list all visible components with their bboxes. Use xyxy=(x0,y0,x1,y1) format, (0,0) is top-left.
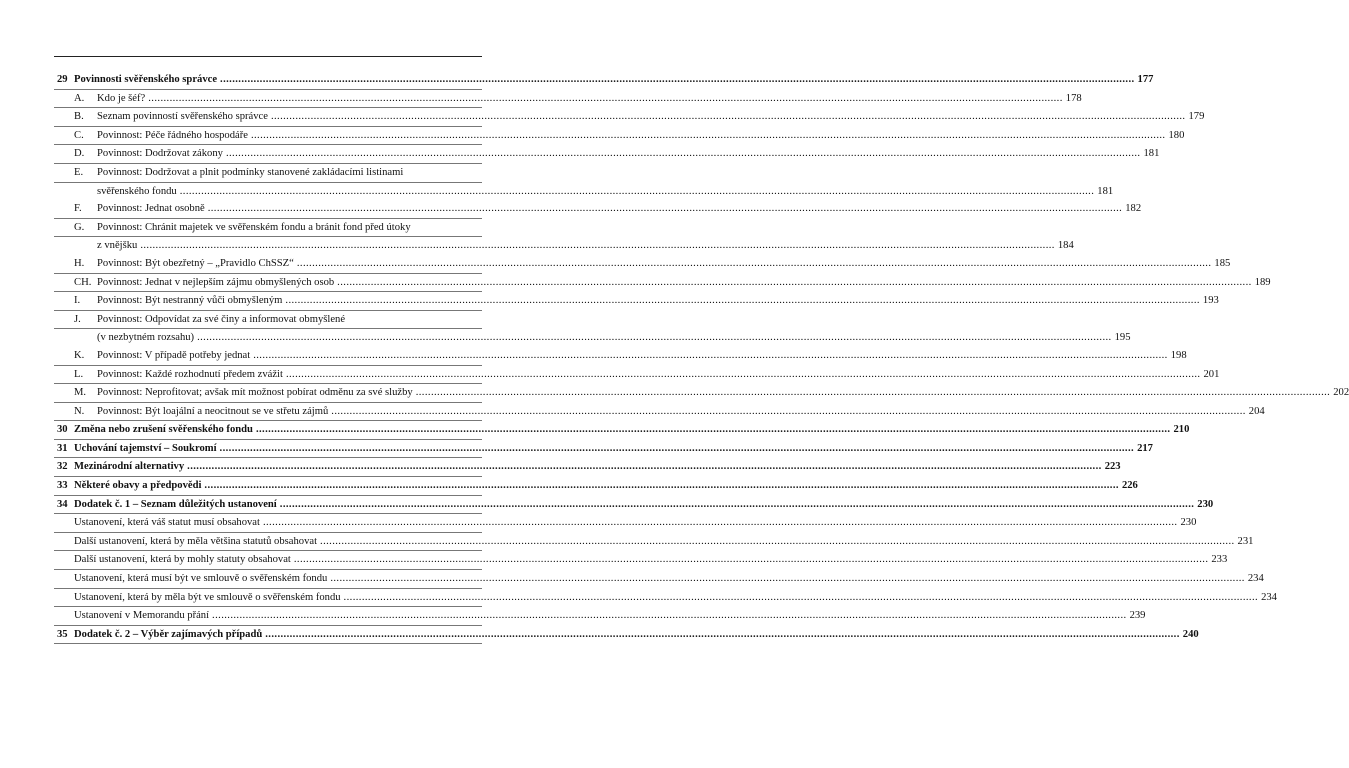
dot-leader: ............................................................................................................................................................................................................................................................................................................ xyxy=(225,148,1141,160)
section-letter: M. xyxy=(74,387,87,399)
entry-line xyxy=(97,200,1142,218)
entry-title: Ustanovení v Memorandu přání xyxy=(74,610,210,622)
entry-line xyxy=(74,440,1153,458)
page-number: 230 xyxy=(1197,498,1214,510)
entry-line xyxy=(74,626,1199,644)
dot-leader: ............................................................................................................................................................................................................................................................................................................ xyxy=(320,535,1235,547)
entry-line xyxy=(74,421,1190,439)
toc-entry-17[interactable] xyxy=(54,384,1349,403)
entry-line xyxy=(97,366,1220,384)
dot-leader: ............................................................................................................................................................................................................................................................................................................ xyxy=(204,480,1119,492)
section-letter: K. xyxy=(74,349,85,361)
entry-line xyxy=(74,71,1154,89)
toc-entry-15[interactable] xyxy=(54,347,1187,366)
chapter-number: 34 xyxy=(57,498,68,510)
entry-title: Kdo je šéf? xyxy=(97,92,146,104)
entry-title: Dodatek č. 1 – Seznam důležitých ustanovení xyxy=(74,498,277,510)
entry-line xyxy=(74,551,1228,569)
dot-leader: ............................................................................................................................................................................................................................................................................................................ xyxy=(140,240,1055,252)
page-number: 181 xyxy=(1097,185,1114,197)
entry-line xyxy=(97,274,1271,292)
toc-entry-19[interactable] xyxy=(54,421,1190,440)
entry-line xyxy=(97,145,1160,163)
page-number: 239 xyxy=(1129,610,1146,622)
page-number: 189 xyxy=(1254,276,1271,288)
chapter-number: 30 xyxy=(57,424,68,436)
entry-title: Povinnost: Dodržovat zákony xyxy=(97,148,223,160)
entry-title: Povinnost: V případě potřeby jednat xyxy=(97,349,251,361)
entry-title: Ustanovení, která by měla být ve smlouvě o svěřenském fondu xyxy=(74,591,341,603)
toc-entry-5[interactable] xyxy=(54,164,482,183)
entry-title: z vnějšku xyxy=(97,240,138,252)
toc-entry-23[interactable] xyxy=(54,496,1214,515)
dot-leader: ............................................................................................................................................................................................................................................................................................................ xyxy=(331,405,1246,417)
entry-line xyxy=(74,589,1277,607)
toc-entry-12[interactable] xyxy=(54,292,1219,311)
entry-line xyxy=(74,533,1254,551)
chapter-number: 29 xyxy=(57,74,68,85)
page-number: 198 xyxy=(1170,349,1187,361)
toc-entry-8[interactable] xyxy=(54,219,482,238)
entry-title: Další ustanovení, která by mohly statuty obsahovat xyxy=(74,554,291,566)
entry-title: Povinnost: Být loajální a neocitnout se ve střetu zájmů xyxy=(97,405,329,417)
dot-leader: ............................................................................................................................................................................................................................................................................................................ xyxy=(265,628,1180,640)
entry-title: Povinnost: Neprofitovat; avšak mít možnost pobírat odměnu za své služby xyxy=(97,387,413,399)
toc-entry-4[interactable] xyxy=(54,145,1160,164)
toc-entry-0[interactable] xyxy=(54,71,1154,90)
entry-line xyxy=(97,292,1219,310)
dot-leader: ............................................................................................................................................................................................................................................................................................................ xyxy=(255,424,1171,436)
toc-entry-14[interactable] xyxy=(54,329,1131,347)
chapter-number: 32 xyxy=(57,461,68,473)
section-letter: CH. xyxy=(74,276,92,288)
toc-entry-7[interactable] xyxy=(54,200,1142,219)
page-number: 233 xyxy=(1211,554,1228,566)
section-letter: J. xyxy=(74,313,81,325)
toc-entry-13[interactable] xyxy=(54,311,482,330)
entry-title: Ustanovení, která váš statut musí obsahovat xyxy=(74,517,260,529)
toc-entry-11[interactable] xyxy=(54,274,1271,293)
entry-line xyxy=(74,477,1138,495)
dot-leader: ............................................................................................................................................................................................................................................................................................................ xyxy=(207,203,1123,215)
entry-line xyxy=(97,127,1185,145)
entry-title: Povinnost: Dodržovat a plnit podmínky stanovené zakládacími listinami xyxy=(97,166,404,178)
section-letter: H. xyxy=(74,257,85,269)
page-number: 185 xyxy=(1214,257,1231,269)
entry-title: Změna nebo zrušení svěřenského fondu xyxy=(74,424,253,436)
toc-entry-1[interactable] xyxy=(54,90,1082,109)
toc-entry-9[interactable] xyxy=(54,237,1074,255)
entry-title: Další ustanovení, která by měla většina statutů obsahovat xyxy=(74,535,318,547)
entry-title: Ustanovení, která musí být ve smlouvě o svěřenském fondu xyxy=(74,573,328,585)
dot-leader: ............................................................................................................................................................................................................................................................................................................ xyxy=(279,498,1195,510)
entry-title: Uchování tajemství – Soukromí xyxy=(74,442,217,454)
dot-leader: ............................................................................................................................................................................................................................................................................................................ xyxy=(296,257,1212,269)
entry-title: Povinnost: Být nestranný vůči obmyšleným xyxy=(97,295,283,307)
dot-leader: ............................................................................................................................................................................................................................................................................................................ xyxy=(285,295,1200,307)
chapter-number: 33 xyxy=(57,480,68,492)
entry-title: Povinnost: Být obezřetný – „Pravidlo ChSSZ“ xyxy=(97,257,294,269)
section-letter: C. xyxy=(74,129,84,141)
page-number: 182 xyxy=(1125,203,1142,215)
entry-line xyxy=(97,255,1231,273)
toc-entry-16[interactable] xyxy=(54,366,1220,385)
entry-title: (v nezbytném rozsahu) xyxy=(97,332,195,344)
page-number: 231 xyxy=(1237,535,1254,547)
page-number: 223 xyxy=(1104,461,1121,473)
entry-line xyxy=(97,347,1187,365)
section-letter: G. xyxy=(74,221,85,233)
entry-line xyxy=(74,570,1264,588)
toc-entry-3[interactable] xyxy=(54,127,1185,146)
toc-entry-27[interactable] xyxy=(54,570,1264,589)
entry-title: Povinnost: Jednat v nejlepším zájmu obmyšlených osob xyxy=(97,276,335,288)
toc-entry-18[interactable] xyxy=(54,403,1265,422)
page-number: 193 xyxy=(1202,295,1219,307)
entry-line xyxy=(97,90,1082,108)
dot-leader: ............................................................................................................................................................................................................................................................................................................ xyxy=(148,92,1063,104)
entry-title: Povinnost: Chránit majetek ve svěřenském fondu a bránit fond před útoky xyxy=(97,221,411,233)
dot-leader: ............................................................................................................................................................................................................................................................................................................ xyxy=(197,332,1112,344)
page-number: 210 xyxy=(1173,424,1190,436)
page-number: 178 xyxy=(1065,92,1082,104)
page-number: 230 xyxy=(1180,517,1197,529)
dot-leader: ............................................................................................................................................................................................................................................................................................................ xyxy=(415,387,1331,399)
section-letter: I. xyxy=(74,295,81,307)
entry-title: Dodatek č. 2 – Výběr zajímavých případů xyxy=(74,628,263,640)
entry-line xyxy=(97,183,1114,201)
section-letter: F. xyxy=(74,203,82,215)
entry-title: Povinnost: Jednat osobně xyxy=(97,203,205,215)
chapter-number: 31 xyxy=(57,442,68,454)
entry-title: Povinnost: Odpovídat za své činy a informovat obmyšlené xyxy=(97,313,346,325)
header-rule xyxy=(54,56,482,57)
entry-line xyxy=(97,164,480,182)
dot-leader: ............................................................................................................................................................................................................................................................................................................ xyxy=(187,461,1102,473)
section-letter: A. xyxy=(74,92,85,104)
entry-line xyxy=(74,607,1146,625)
dot-leader: ............................................................................................................................................................................................................................................................................................................ xyxy=(293,554,1209,566)
section-letter: E. xyxy=(74,166,84,178)
chapter-number: 35 xyxy=(57,628,68,640)
toc-entry-10[interactable] xyxy=(54,255,1231,274)
dot-leader: ............................................................................................................................................................................................................................................................................................................ xyxy=(343,591,1259,603)
page-number: 234 xyxy=(1261,591,1277,603)
dot-leader: ............................................................................................................................................................................................................................................................................................................ xyxy=(219,442,1135,454)
entry-line xyxy=(97,311,480,329)
dot-leader: ............................................................................................................................................................................................................................................................................................................ xyxy=(262,517,1178,529)
page-number: 179 xyxy=(1188,111,1205,123)
dot-leader: ............................................................................................................................................................................................................................................................................................................ xyxy=(179,185,1095,197)
entry-line xyxy=(97,384,1349,402)
page-number: 202 xyxy=(1333,387,1349,399)
toc-entry-21[interactable] xyxy=(54,458,1121,477)
section-letter: N. xyxy=(74,405,85,417)
toc-entry-24[interactable] xyxy=(54,514,1197,533)
toc-entry-6[interactable] xyxy=(54,183,1114,201)
entry-title: Seznam povinností svěřenského správce xyxy=(97,111,268,123)
page-number: 226 xyxy=(1121,480,1138,492)
section-letter: D. xyxy=(74,148,85,160)
toc-entry-30[interactable] xyxy=(54,626,1199,645)
entry-line xyxy=(74,514,1197,532)
dot-leader: ............................................................................................................................................................................................................................................................................................................ xyxy=(330,573,1245,585)
page-number: 240 xyxy=(1182,628,1199,640)
toc-entry-20[interactable] xyxy=(54,440,1153,459)
entry-line xyxy=(97,329,1131,347)
toc-entry-26[interactable] xyxy=(54,551,1228,570)
page-number: 204 xyxy=(1248,405,1265,417)
entry-line xyxy=(74,458,1121,476)
toc-entry-29[interactable] xyxy=(54,607,1146,626)
entry-title: Povinnost: Péče řádného hospodáře xyxy=(97,129,248,141)
entry-line xyxy=(97,108,1205,126)
entry-line xyxy=(74,496,1214,514)
page-number: 195 xyxy=(1114,332,1131,344)
entry-title: Některé obavy a předpovědi xyxy=(74,480,202,492)
toc-entry-25[interactable] xyxy=(54,533,1254,552)
page-number: 184 xyxy=(1057,240,1074,252)
page-number: 177 xyxy=(1137,74,1154,85)
page-number: 234 xyxy=(1247,573,1264,585)
dot-leader: ............................................................................................................................................................................................................................................................................................................ xyxy=(220,74,1135,85)
dot-leader: ............................................................................................................................................................................................................................................................................................................ xyxy=(212,610,1127,622)
entry-line xyxy=(97,403,1265,421)
entry-title: Povinnosti svěřenského správce xyxy=(74,74,218,85)
page-number: 180 xyxy=(1168,129,1185,141)
dot-leader: ............................................................................................................................................................................................................................................................................................................ xyxy=(270,111,1186,123)
toc-entry-22[interactable] xyxy=(54,477,1138,496)
toc-entry-2[interactable] xyxy=(54,108,1205,127)
dot-leader: ............................................................................................................................................................................................................................................................................................................ xyxy=(285,368,1201,380)
entry-title: Mezinárodní alternativy xyxy=(74,461,185,473)
dot-leader: ............................................................................................................................................................................................................................................................................................................ xyxy=(250,129,1166,141)
toc-entry-28[interactable] xyxy=(54,589,1277,608)
dot-leader: ............................................................................................................................................................................................................................................................................................................ xyxy=(253,349,1168,361)
page-number: 217 xyxy=(1137,442,1153,454)
section-letter: B. xyxy=(74,111,84,123)
page-number: 181 xyxy=(1143,148,1160,160)
entry-title: svěřenského fondu xyxy=(97,185,177,197)
entry-line xyxy=(97,219,480,237)
page-number: 201 xyxy=(1203,368,1220,380)
entry-line xyxy=(97,237,1074,255)
dot-leader: ............................................................................................................................................................................................................................................................................................................ xyxy=(337,276,1252,288)
entry-title: Povinnost: Každé rozhodnutí předem zvážit xyxy=(97,368,283,380)
section-letter: L. xyxy=(74,368,84,380)
table-of-contents xyxy=(54,71,1349,644)
